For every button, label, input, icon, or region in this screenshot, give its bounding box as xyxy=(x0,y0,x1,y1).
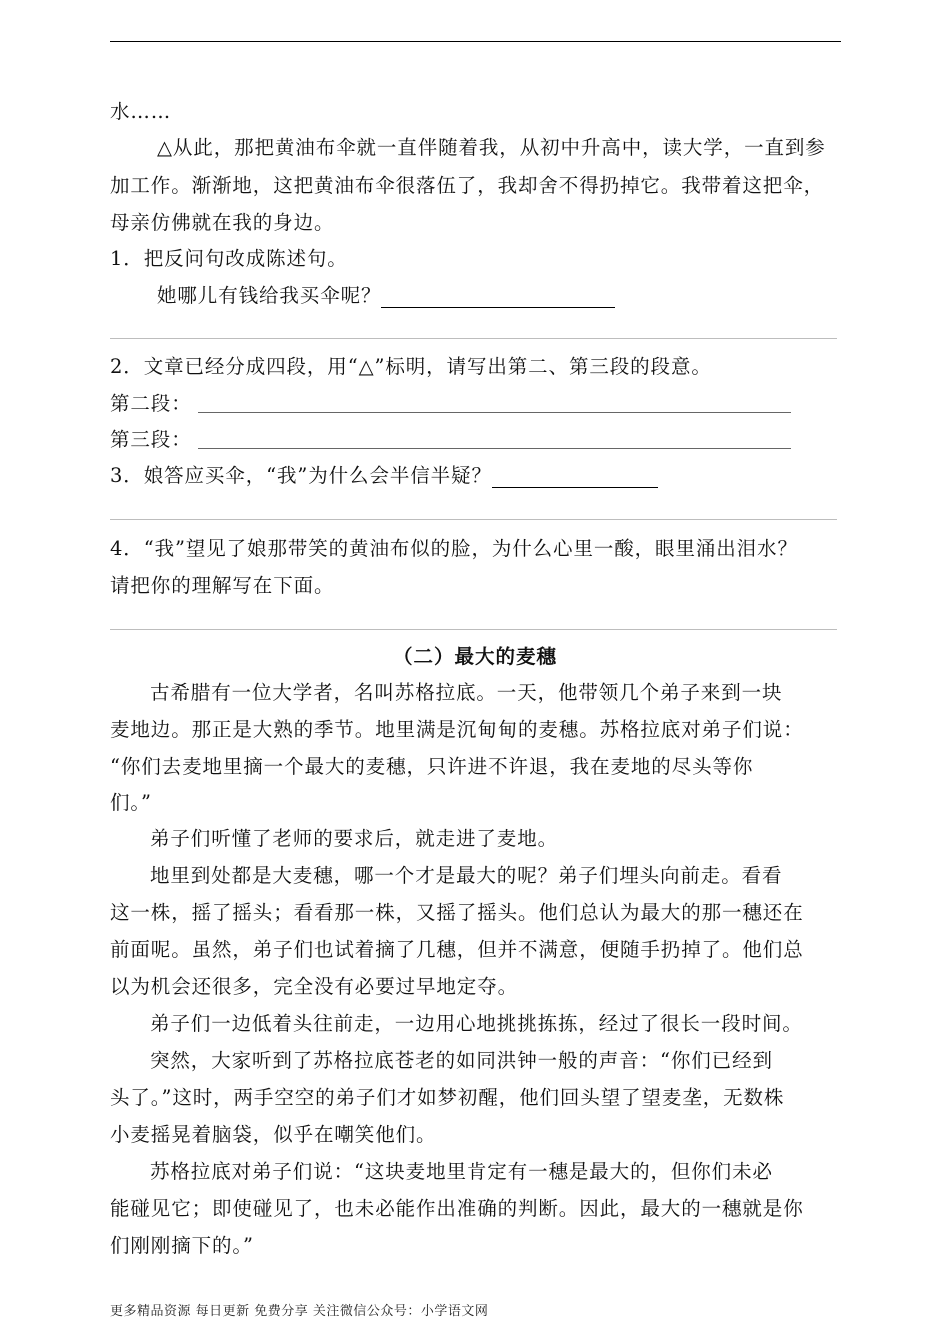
passage1-last-para-line-1: △从此，那把黄油布伞就一直伴随着我，从初中升高中，读大学，一直到参 xyxy=(157,136,826,159)
question-2-para-3-answer-line[interactable] xyxy=(198,448,791,449)
passage1-last-para-line-2: 加工作。渐渐地，这把黄油布伞很落伍了，我却舍不得扔掉它。我带着这把伞， xyxy=(110,174,825,197)
header-rule xyxy=(110,41,841,42)
question-4-line-1: 4．“我”望见了娘那带笑的黄油布似的脸，为什么心里一酸，眼里涌出泪水？ xyxy=(110,537,798,560)
question-1-sentence-row xyxy=(157,284,615,308)
question-2-para-2-answer-line[interactable] xyxy=(198,412,791,413)
passage2-line: 前面呢。虽然，弟子们也试着摘了几穗，但并不满意，便随手扔掉了。他们总 xyxy=(110,938,804,961)
question-3-prompt: 3．娘答应买伞，“我”为什么会半信半疑？ xyxy=(110,464,492,487)
passage2-line: 们刚刚摘下的。” xyxy=(110,1234,254,1257)
question-1-prompt: 1．把反问句改成陈述句。 xyxy=(110,247,348,270)
question-3-row xyxy=(110,464,658,488)
passage2-line: 古希腊有一位大学者，名叫苏格拉底。一天，他带领几个弟子来到一块 xyxy=(150,681,783,704)
passage2-line: 地里到处都是大麦穗，哪一个才是最大的呢？弟子们埋头向前走。看看 xyxy=(150,864,783,887)
passage2-line: 头了。”这时，两手空空的弟子们才如梦初醒，他们回头望了望麦垄，无数株 xyxy=(110,1086,785,1109)
passage2-line: 小麦摇晃着脑袋，似乎在嘲笑他们。 xyxy=(110,1123,437,1146)
passage2-line: 苏格拉底对弟子们说：“这块麦地里肯定有一穗是最大的，但你们未必 xyxy=(150,1160,773,1183)
question-1-sentence: 她哪儿有钱给我买伞呢？ xyxy=(157,284,382,307)
question-4-answer-line[interactable] xyxy=(110,629,837,630)
passage2-line: 以为机会还很多，完全没有必要过早地定夺。 xyxy=(110,975,519,998)
question-3-answer-blank[interactable] xyxy=(492,467,658,488)
question-1-answer-blank[interactable] xyxy=(381,287,615,308)
passage2-line: 弟子们一边低着头往前走，一边用心地挑挑拣拣，经过了很长一段时间。 xyxy=(150,1012,803,1035)
passage2-line: 弟子们听懂了老师的要求后，就走进了麦地。 xyxy=(150,827,559,850)
passage2-line: “你们去麦地里摘一个最大的麦穗，只许进不许退，我在麦地的尽头等你 xyxy=(110,755,754,778)
passage2-line: 能碰见它；即使碰见了，也未必能作出准确的判断。因此，最大的一穗就是你 xyxy=(110,1197,804,1220)
question-1-answer-line[interactable] xyxy=(110,338,837,339)
question-2-prompt: 2．文章已经分成四段，用“△”标明，请写出第二、第三段的段意。 xyxy=(110,355,712,378)
passage2-line: 这一株，摇了摇头；看看那一株，又摇了摇头。他们总认为最大的那一穗还在 xyxy=(110,901,804,924)
passage1-last-para-line-3: 母亲仿佛就在我的身边。 xyxy=(110,211,335,234)
passage2-line: 麦地边。那正是大熟的季节。地里满是沉甸甸的麦穗。苏格拉底对弟子们说： xyxy=(110,718,804,741)
question-3-answer-line[interactable] xyxy=(110,519,837,520)
passage1-tail-line: 水…… xyxy=(110,100,172,123)
question-2-label-para-3: 第三段： xyxy=(110,428,192,451)
passage2-line: 们。” xyxy=(110,791,152,814)
footer-note: 更多精品资源 每日更新 免费分享 关注微信公众号：小学语文网 xyxy=(110,1304,489,1319)
passage2-line: 突然，大家听到了苏格拉底苍老的如同洪钟一般的声音：“你们已经到 xyxy=(150,1049,773,1072)
question-4-line-2: 请把你的理解写在下面。 xyxy=(110,574,335,597)
passage2-title: （二）最大的麦穗 xyxy=(392,645,557,668)
question-2-label-para-2: 第二段： xyxy=(110,392,192,415)
